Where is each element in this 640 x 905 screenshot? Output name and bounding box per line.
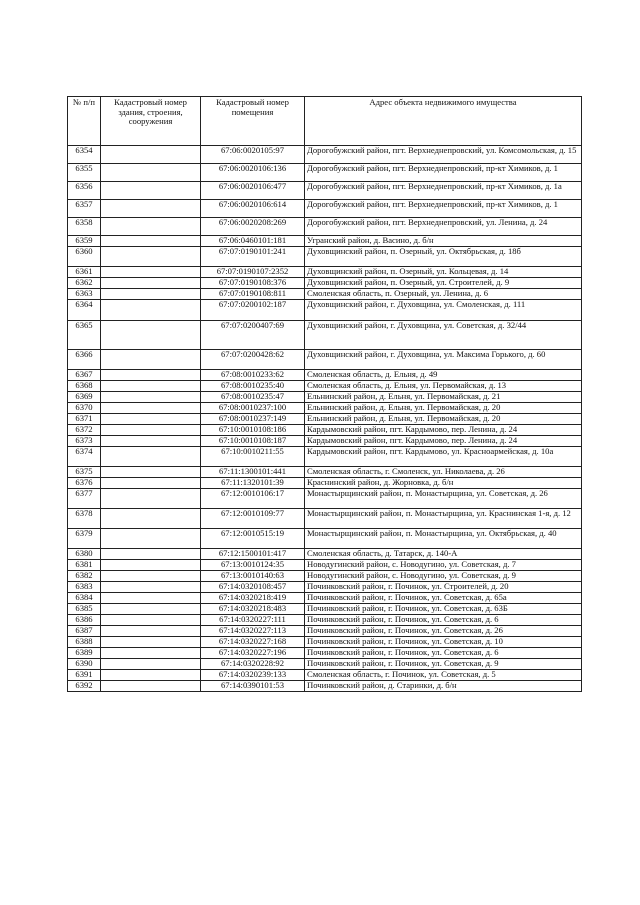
kad-building-cell (101, 489, 201, 509)
table-row (68, 571, 582, 582)
address-cell: Смоленская область, г. Смоленск, ул. Николаева, д. 26 (305, 467, 582, 478)
kad-building-cell (101, 278, 201, 289)
address-cell: Краснинский район, д. Жорновка, д. б/н (305, 478, 582, 489)
kad-building-cell (101, 381, 201, 392)
table-row (68, 681, 582, 692)
row-number: 6377 (68, 489, 101, 509)
kad-room-cell: 67:07:0200407:69 (201, 321, 305, 350)
row-number: 6354 (68, 146, 101, 164)
table-row (68, 447, 582, 467)
table-header-row (68, 97, 582, 146)
kad-building-cell (101, 604, 201, 615)
kad-building-cell (101, 447, 201, 467)
kad-room-cell: 67:14:0320227:168 (201, 637, 305, 648)
address-cell: Дорогобужский район, пгт. Верхнеднепровский, пр-кт Химиков, д. 1 (305, 164, 582, 182)
row-number: 6382 (68, 571, 101, 582)
table-row (68, 604, 582, 615)
table-row (68, 626, 582, 637)
kad-building-cell (101, 681, 201, 692)
address-cell: Дорогобужский район, пгт. Верхнеднепровский, ул. Комсомольская, д. 15 (305, 146, 582, 164)
row-number: 6384 (68, 593, 101, 604)
kad-room-cell: 67:10:0010108:187 (201, 436, 305, 447)
address-cell: Починковский район, г. Починок, ул. Советская, д. 6 (305, 615, 582, 626)
row-number: 6362 (68, 278, 101, 289)
registry-table-container (67, 96, 582, 692)
table-row (68, 267, 582, 278)
kad-building-cell (101, 414, 201, 425)
address-cell: Дорогобужский район, пгт. Верхнеднепровский, пр-кт Химиков, д. 1а (305, 182, 582, 200)
kad-building-cell (101, 247, 201, 267)
address-cell: Духовщинский район, г. Духовщина, ул. Максима Горького, д. 60 (305, 350, 582, 370)
row-number: 6368 (68, 381, 101, 392)
address-cell: Монастырщинский район, п. Монастырщина, ул. Октябрьская, д. 40 (305, 529, 582, 549)
row-number: 6386 (68, 615, 101, 626)
kad-building-cell (101, 182, 201, 200)
row-number: 6383 (68, 582, 101, 593)
address-cell: Кардымовский район, пгт. Кардымово, ул. Красноармейская, д. 10а (305, 447, 582, 467)
address-cell: Монастырщинский район, п. Монастырщина, ул. Советская, д. 26 (305, 489, 582, 509)
kad-room-cell: 67:14:0320239:133 (201, 670, 305, 681)
row-number: 6364 (68, 300, 101, 321)
table-row (68, 615, 582, 626)
kad-building-cell (101, 164, 201, 182)
kad-building-cell (101, 582, 201, 593)
kad-building-cell (101, 392, 201, 403)
kad-room-cell: 67:06:0020105:97 (201, 146, 305, 164)
kad-building-cell (101, 571, 201, 582)
table-row (68, 200, 582, 218)
kad-room-cell: 67:14:0320228:92 (201, 659, 305, 670)
kad-building-cell (101, 637, 201, 648)
kad-room-cell: 67:13:0010124:35 (201, 560, 305, 571)
address-cell: Починковский район, г. Починок, ул. Строителей, д. 20 (305, 582, 582, 593)
address-cell: Ельнинский район, д. Ельня, ул. Первомайская, д. 21 (305, 392, 582, 403)
kad-building-cell (101, 370, 201, 381)
row-number: 6356 (68, 182, 101, 200)
table-row (68, 350, 582, 370)
row-number: 6390 (68, 659, 101, 670)
row-number: 6359 (68, 236, 101, 247)
header-kad-room: Кадастровый номер помещения (201, 97, 305, 146)
kad-room-cell: 67:07:0190108:811 (201, 289, 305, 300)
table-row (68, 403, 582, 414)
table-row (68, 509, 582, 529)
kad-room-cell: 67:14:0390101:53 (201, 681, 305, 692)
table-row (68, 247, 582, 267)
kad-building-cell (101, 509, 201, 529)
header-num: № п/п (68, 97, 101, 146)
header-address: Адрес объекта недвижимого имущества (305, 97, 582, 146)
row-number: 6370 (68, 403, 101, 414)
kad-room-cell: 67:14:0320227:113 (201, 626, 305, 637)
table-row (68, 289, 582, 300)
address-cell: Починковский район, г. Починок, ул. Советская, д. 63Б (305, 604, 582, 615)
table-row (68, 164, 582, 182)
kad-building-cell (101, 236, 201, 247)
kad-room-cell: 67:14:0320227:196 (201, 648, 305, 659)
address-cell: Дорогобужский район, пгт. Верхнеднепровский, пр-кт Химиков, д. 1 (305, 200, 582, 218)
row-number: 6358 (68, 218, 101, 236)
kad-building-cell (101, 300, 201, 321)
row-number: 6376 (68, 478, 101, 489)
table-row (68, 236, 582, 247)
kad-building-cell (101, 350, 201, 370)
address-cell: Починковский район, г. Починок, ул. Советская, д. 26 (305, 626, 582, 637)
row-number: 6357 (68, 200, 101, 218)
kad-room-cell: 67:14:0320218:419 (201, 593, 305, 604)
address-cell: Духовщинский район, г. Духовщина, ул. Смоленская, д. 111 (305, 300, 582, 321)
kad-building-cell (101, 593, 201, 604)
kad-room-cell: 67:06:0460101:181 (201, 236, 305, 247)
address-cell: Смоленская область, д. Татарск, д. 140-А (305, 549, 582, 560)
kad-building-cell (101, 467, 201, 478)
kad-building-cell (101, 648, 201, 659)
kad-building-cell (101, 289, 201, 300)
address-cell: Новодугинский район, с. Новодугино, ул. Советская, д. 7 (305, 560, 582, 571)
address-cell: Духовщинский район, п. Озерный, ул. Строителей, д. 9 (305, 278, 582, 289)
address-cell: Угранский район, д. Васино, д. б/н (305, 236, 582, 247)
address-cell: Смоленская область, д. Ельня, д. 49 (305, 370, 582, 381)
registry-table (67, 96, 582, 692)
table-row (68, 218, 582, 236)
address-cell: Новодугинский район, с. Новодугино, ул. Советская, д. 9 (305, 571, 582, 582)
address-cell: Духовщинский район, п. Озерный, ул. Кольцевая, д. 14 (305, 267, 582, 278)
address-cell: Духовщинский район, п. Озерный, ул. Октябрьская, д. 18б (305, 247, 582, 267)
kad-room-cell: 67:08:0010237:149 (201, 414, 305, 425)
address-cell: Ельнинский район, д. Ельня, ул. Первомайская, д. 20 (305, 403, 582, 414)
kad-room-cell: 67:12:0010109:77 (201, 509, 305, 529)
table-row (68, 467, 582, 478)
address-cell: Починковский район, д. Старинки, д. б/н (305, 681, 582, 692)
kad-building-cell (101, 425, 201, 436)
kad-room-cell: 67:10:0010108:186 (201, 425, 305, 436)
kad-room-cell: 67:07:0200102:187 (201, 300, 305, 321)
kad-building-cell (101, 478, 201, 489)
kad-room-cell: 67:14:0320108:457 (201, 582, 305, 593)
kad-room-cell: 67:08:0010237:100 (201, 403, 305, 414)
kad-room-cell: 67:10:0010211:55 (201, 447, 305, 467)
row-number: 6391 (68, 670, 101, 681)
table-row (68, 300, 582, 321)
kad-building-cell (101, 615, 201, 626)
kad-building-cell (101, 560, 201, 571)
kad-room-cell: 67:06:0020208:269 (201, 218, 305, 236)
kad-room-cell: 67:07:0200428:62 (201, 350, 305, 370)
kad-room-cell: 67:07:0190107:2352 (201, 267, 305, 278)
table-row (68, 560, 582, 571)
kad-building-cell (101, 146, 201, 164)
table-row (68, 489, 582, 509)
row-number: 6380 (68, 549, 101, 560)
kad-building-cell (101, 403, 201, 414)
row-number: 6371 (68, 414, 101, 425)
address-cell: Духовщинский район, г. Духовщина, ул. Советская, д. 32/44 (305, 321, 582, 350)
table-row (68, 436, 582, 447)
row-number: 6374 (68, 447, 101, 467)
kad-building-cell (101, 321, 201, 350)
table-row (68, 529, 582, 549)
kad-room-cell: 67:06:0020106:136 (201, 164, 305, 182)
table-row (68, 414, 582, 425)
table-row (68, 146, 582, 164)
row-number: 6373 (68, 436, 101, 447)
table-row (68, 648, 582, 659)
address-cell: Ельнинский район, д. Ельня, ул. Первомайская, д. 20 (305, 414, 582, 425)
kad-room-cell: 67:08:0010233:62 (201, 370, 305, 381)
row-number: 6369 (68, 392, 101, 403)
kad-building-cell (101, 218, 201, 236)
table-row (68, 370, 582, 381)
table-row (68, 637, 582, 648)
row-number: 6389 (68, 648, 101, 659)
kad-room-cell: 67:11:1300101:441 (201, 467, 305, 478)
table-row (68, 278, 582, 289)
row-number: 6363 (68, 289, 101, 300)
address-cell: Починковский район, г. Починок, ул. Советская, д. 9 (305, 659, 582, 670)
kad-room-cell: 67:08:0010235:40 (201, 381, 305, 392)
address-cell: Смоленская область, п. Озерный, ул. Ленина, д. 6 (305, 289, 582, 300)
kad-building-cell (101, 659, 201, 670)
kad-building-cell (101, 267, 201, 278)
kad-building-cell (101, 200, 201, 218)
header-kad-building: Кадастровый номер здания, строения, сооружения (101, 97, 201, 146)
table-row (68, 659, 582, 670)
kad-building-cell (101, 549, 201, 560)
row-number: 6355 (68, 164, 101, 182)
address-cell: Починковский район, г. Починок, ул. Советская, д. 10 (305, 637, 582, 648)
address-cell: Дорогобужский район, пгт. Верхнеднепровский, ул. Ленина, д. 24 (305, 218, 582, 236)
kad-room-cell: 67:07:0190101:241 (201, 247, 305, 267)
address-cell: Починковский район, г. Починок, ул. Советская, д. 65а (305, 593, 582, 604)
address-cell: Монастырщинский район, п. Монастырщина, ул. Краснинская 1-я, д. 12 (305, 509, 582, 529)
kad-room-cell: 67:14:0320218:483 (201, 604, 305, 615)
row-number: 6387 (68, 626, 101, 637)
row-number: 6366 (68, 350, 101, 370)
row-number: 6388 (68, 637, 101, 648)
row-number: 6379 (68, 529, 101, 549)
table-row (68, 549, 582, 560)
table-row (68, 182, 582, 200)
address-cell: Починковский район, г. Починок, ул. Советская, д. 6 (305, 648, 582, 659)
kad-room-cell: 67:12:0010106:17 (201, 489, 305, 509)
row-number: 6375 (68, 467, 101, 478)
table-row (68, 425, 582, 436)
address-cell: Смоленская область, г. Починок, ул. Советская, д. 5 (305, 670, 582, 681)
kad-building-cell (101, 436, 201, 447)
row-number: 6392 (68, 681, 101, 692)
row-number: 6378 (68, 509, 101, 529)
kad-room-cell: 67:12:1500101:417 (201, 549, 305, 560)
kad-room-cell: 67:06:0020106:614 (201, 200, 305, 218)
kad-room-cell: 67:14:0320227:111 (201, 615, 305, 626)
address-cell: Кардымовский район, пгт. Кардымово, пер. Ленина, д. 24 (305, 425, 582, 436)
kad-room-cell: 67:12:0010515:19 (201, 529, 305, 549)
row-number: 6365 (68, 321, 101, 350)
row-number: 6381 (68, 560, 101, 571)
row-number: 6361 (68, 267, 101, 278)
row-number: 6360 (68, 247, 101, 267)
kad-building-cell (101, 529, 201, 549)
row-number: 6385 (68, 604, 101, 615)
row-number: 6367 (68, 370, 101, 381)
kad-building-cell (101, 670, 201, 681)
table-row (68, 593, 582, 604)
kad-room-cell: 67:13:0010140:63 (201, 571, 305, 582)
row-number: 6372 (68, 425, 101, 436)
kad-room-cell: 67:08:0010235:47 (201, 392, 305, 403)
table-row (68, 582, 582, 593)
table-row (68, 321, 582, 350)
table-row (68, 478, 582, 489)
address-cell: Смоленская область, д. Ельня, ул. Первомайская, д. 13 (305, 381, 582, 392)
kad-building-cell (101, 626, 201, 637)
kad-room-cell: 67:07:0190108:376 (201, 278, 305, 289)
table-row (68, 381, 582, 392)
kad-room-cell: 67:06:0020106:477 (201, 182, 305, 200)
address-cell: Кардымовский район, пгт. Кардымово, пер. Ленина, д. 24 (305, 436, 582, 447)
table-row (68, 392, 582, 403)
kad-room-cell: 67:11:1320101:39 (201, 478, 305, 489)
table-row (68, 670, 582, 681)
